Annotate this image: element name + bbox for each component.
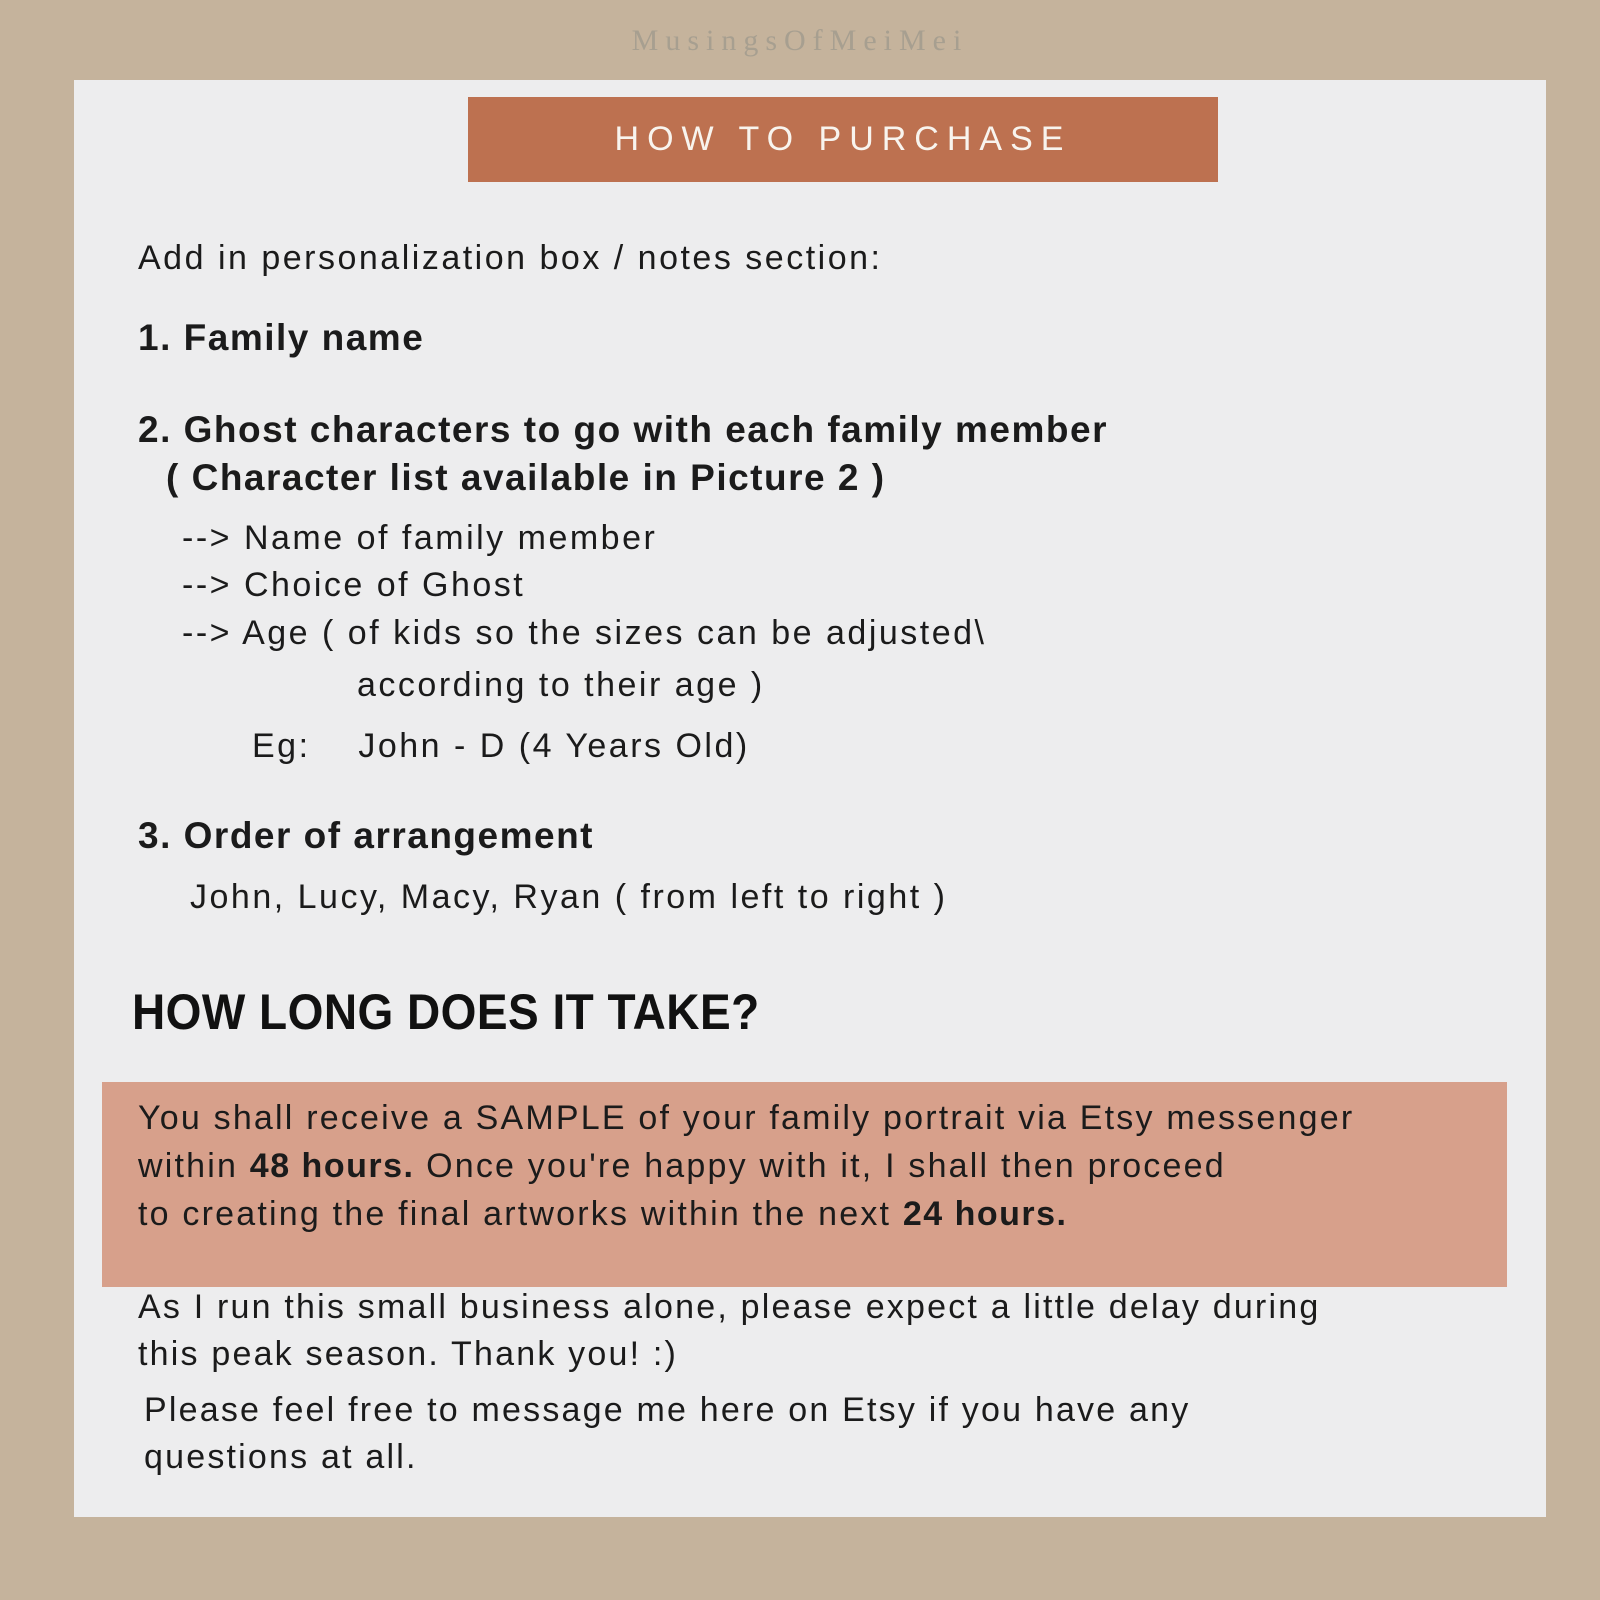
instruction-item-1: 1. Family name bbox=[138, 317, 425, 358]
personalization-intro: Add in personalization box / notes section: bbox=[138, 239, 883, 277]
highlight-line-2-post: Once you're happy with it, I shall then proceed bbox=[414, 1147, 1226, 1185]
highlight-line-3 bbox=[138, 1190, 1477, 1238]
info-card bbox=[74, 80, 1546, 1517]
shop-watermark: MusingsOfMeiMei bbox=[631, 24, 969, 57]
highlight-line-3-bold: 24 hours. bbox=[902, 1195, 1068, 1233]
contact-note-line-2: questions at all. bbox=[144, 1438, 418, 1476]
title-bar bbox=[468, 97, 1218, 182]
instruction-item-2-subtitle: ( Character list available in Picture 2 ) bbox=[166, 457, 886, 498]
delay-note bbox=[138, 1284, 1320, 1378]
highlight-line-1-pre: You shall receive a SAMPLE of your family portrait via Etsy messenger bbox=[138, 1099, 1355, 1137]
bullet-age-continuation: according to their age ) bbox=[357, 666, 765, 704]
example-line: Eg: John - D (4 Years Old) bbox=[252, 727, 750, 765]
instruction-item-3: 3. Order of arrangement bbox=[138, 815, 595, 856]
instruction-item-3-detail: John, Lucy, Macy, Ryan ( from left to right ) bbox=[190, 878, 948, 916]
contact-note-line-1: Please feel free to message me here on Etsy if you have any bbox=[144, 1391, 1191, 1429]
instruction-item-2-title: 2. Ghost characters to go with each family member bbox=[138, 409, 1108, 450]
highlight-box bbox=[102, 1082, 1507, 1287]
page-title: HOW TO PURCHASE bbox=[614, 120, 1072, 158]
bullet-age: --> Age ( of kids so the sizes can be adjusted\ bbox=[182, 614, 987, 652]
highlight-line-2 bbox=[138, 1142, 1477, 1190]
delay-note-line-1: As I run this small business alone, please expect a little delay during bbox=[138, 1288, 1321, 1326]
highlight-line-2-pre: within bbox=[138, 1147, 250, 1185]
how-long-heading: HOW LONG DOES IT TAKE? bbox=[132, 984, 760, 1040]
highlight-line-2-bold: 48 hours. bbox=[249, 1147, 415, 1185]
delay-note-line-2: this peak season. Thank you! :) bbox=[138, 1335, 679, 1373]
bullet-choice-of-ghost: --> Choice of Ghost bbox=[182, 566, 526, 604]
bullet-name-of-family-member: --> Name of family member bbox=[182, 519, 658, 557]
highlight-line-3-pre: to creating the final artworks within the next bbox=[138, 1195, 903, 1233]
contact-note bbox=[144, 1387, 1190, 1481]
highlight-line-1 bbox=[138, 1094, 1477, 1142]
